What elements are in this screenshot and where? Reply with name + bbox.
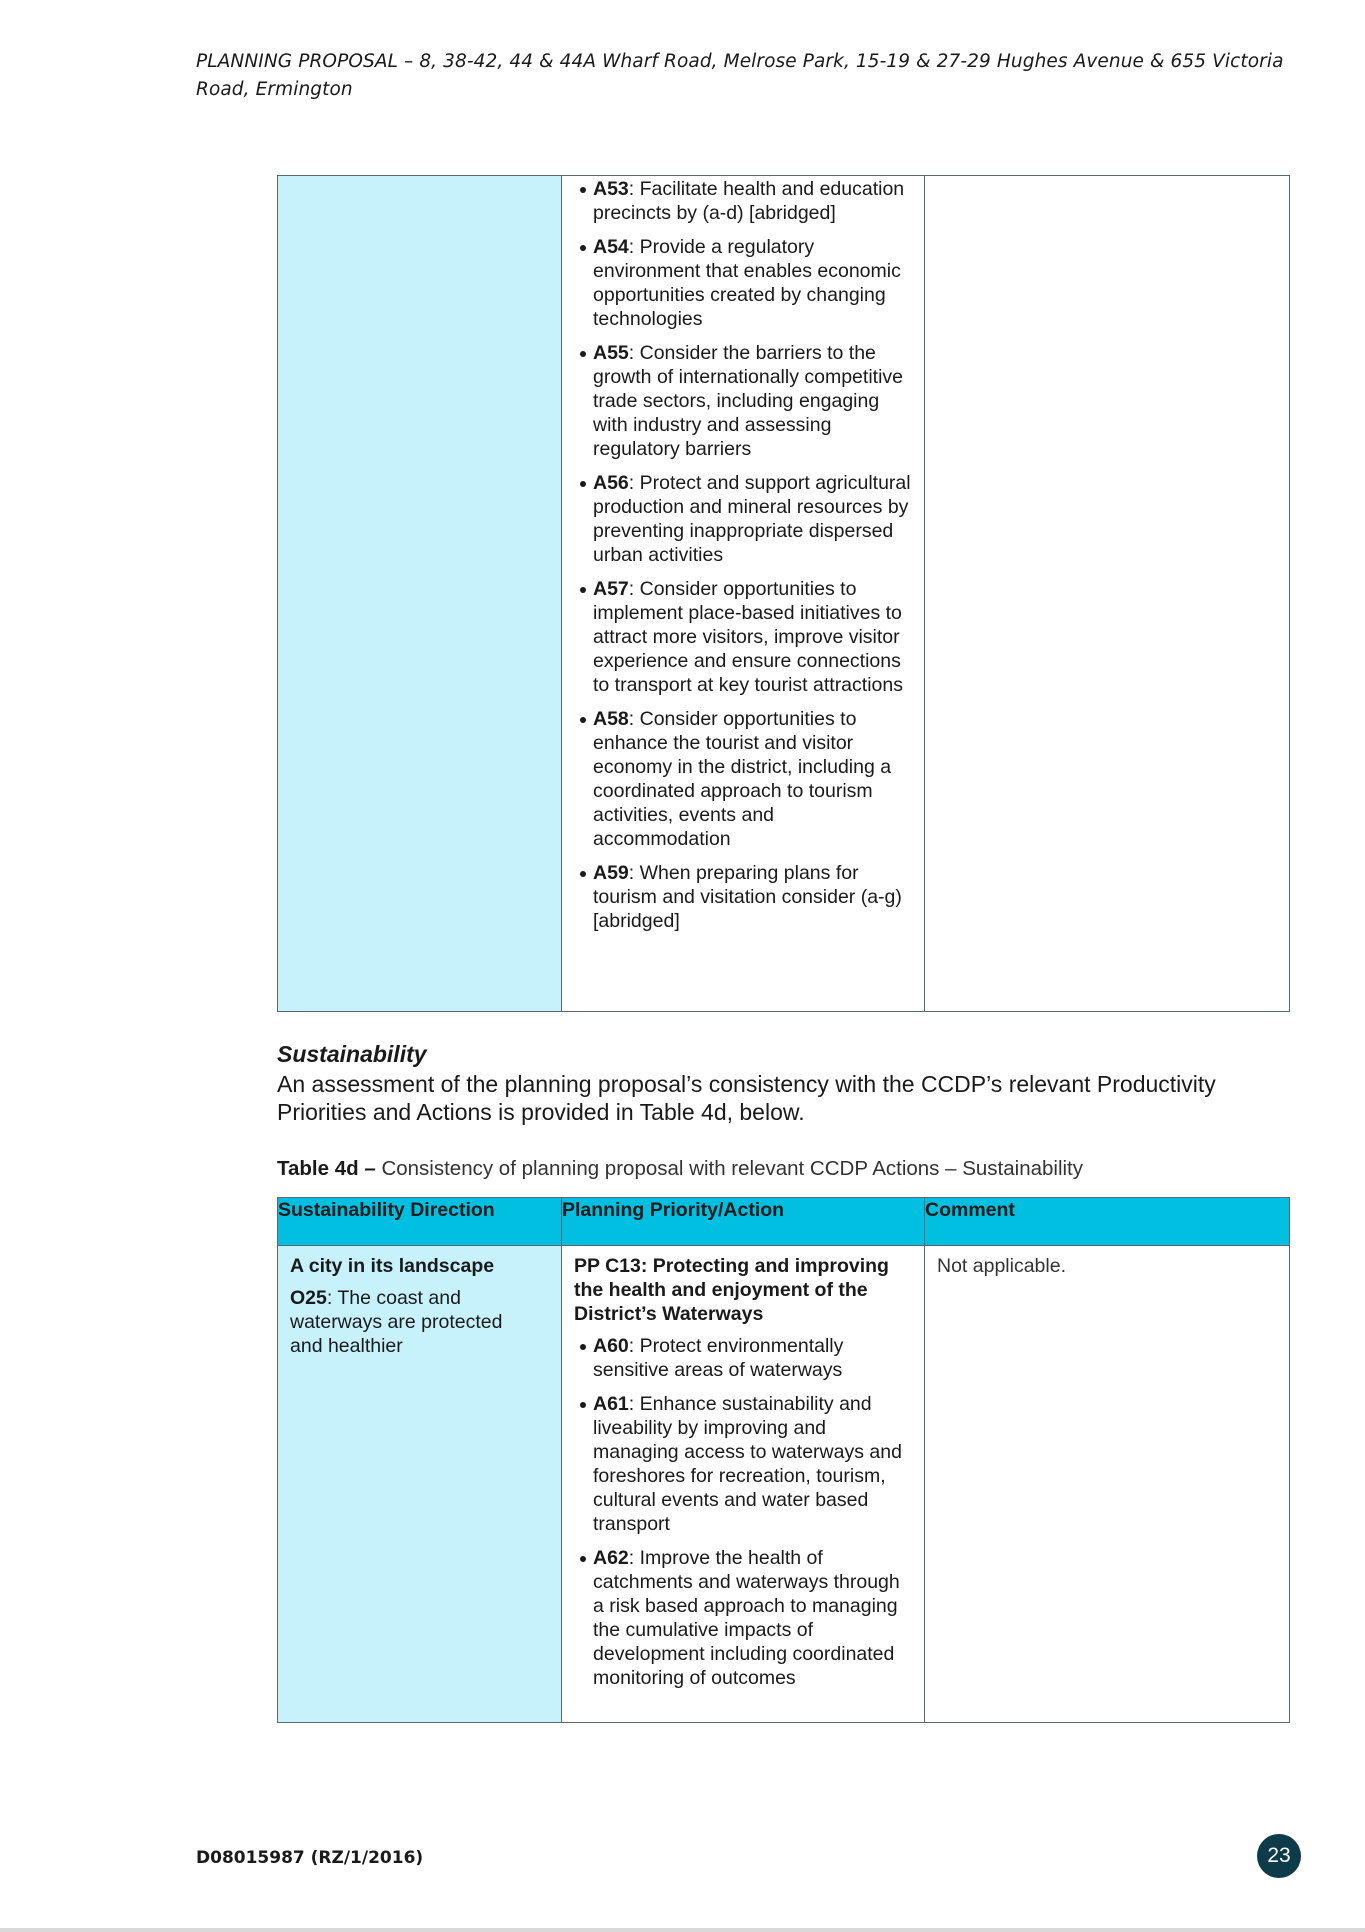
table-header-row [278,1198,1290,1246]
comment-cell [925,1246,1290,1723]
page-edge [0,1928,1365,1932]
action-code: A60 [593,1335,629,1357]
caption-text: Consistency of planning proposal with relevant CCDP Actions – Sustainability [381,1157,1084,1180]
comment-cell-empty [925,176,1290,1012]
list-item [562,177,924,225]
action-text: : Improve the health of catchments and waterways through a risk based approach to managing the cumulative impacts of development including coordinated monitoring of outcomes [593,1547,900,1689]
priority-cell [562,1246,925,1723]
action-code: A61 [593,1393,629,1415]
list-item [562,577,924,697]
direction-cell-empty [278,176,562,1012]
objective-text: : The coast and waterways are protected and healthier [290,1287,503,1357]
action-code: A55 [593,342,629,364]
actions-cell [562,176,925,1012]
action-code: A57 [593,578,629,600]
list-item [562,471,924,567]
action-text: : Protect and support agricultural production and mineral resources by preventing inappropriate dispersed urban activities [593,472,911,566]
list-item [562,235,924,331]
action-text: : Consider the barriers to the growth of internationally competitive trade sectors, including engaging with industry and assessing regulatory barriers [593,342,903,460]
action-text: : Consider opportunities to implement place-based initiatives to attract more visitors, improve visitor experience and ensure connections to transport at key tourist attractions [593,578,903,696]
actions-list [562,177,924,933]
page-number: 23 [1257,1834,1301,1878]
page-header: PLANNING PROPOSAL – 8, 38-42, 44 & 44A Wharf Road, Melrose Park, 15-19 & 27-29 Hughes Avenue & 655 Victoria Road, Ermington [196,51,1284,100]
header-sustainability-direction: Sustainability Direction [278,1198,562,1246]
header-planning-priority: Planning Priority/Action [562,1198,925,1246]
objective-code: O25 [290,1287,327,1309]
direction-title: A city in its landscape [290,1255,495,1277]
action-text: : Protect environmentally sensitive areas of waterways [593,1335,844,1381]
list-item [562,1392,924,1536]
priority-title: PP C13: Protecting and improving the health and enjoyment of the District’s Waterways [574,1255,889,1325]
actions-list [562,1334,924,1690]
comment-text: Not applicable. [937,1255,1066,1277]
section-paragraph: An assessment of the planning proposal’s consistency with the CCDP’s relevant Productivity Priorities and Actions is provided in Table 4d, below. [277,1071,1216,1125]
action-text: : When preparing plans for tourism and visitation consider (a-g) [abridged] [593,862,902,932]
action-text: : Enhance sustainability and liveability by improving and managing access to waterways and foreshores for recreation, tourism, cultural events and water based transport [593,1393,902,1535]
list-item [562,861,924,933]
action-text: : Facilitate health and education precincts by (a-d) [abridged] [593,178,905,224]
header-comment: Comment [925,1198,1290,1246]
table-4c-continued [277,175,1290,1012]
list-item [562,1546,924,1690]
list-item [562,341,924,461]
caption-label: Table 4d – [277,1157,376,1180]
section-title: Sustainability [277,1041,427,1067]
table-caption [277,1157,1083,1181]
direction-cell [278,1246,562,1723]
action-text: : Provide a regulatory environment that enables economic opportunities created by changing technologies [593,236,901,330]
table-4d [277,1197,1290,1723]
action-code: A62 [593,1547,629,1569]
objective [290,1286,551,1358]
action-code: A59 [593,862,629,884]
action-code: A53 [593,178,629,200]
action-code: A54 [593,236,629,258]
list-item [562,707,924,851]
action-code: A56 [593,472,629,494]
list-item [562,1334,924,1382]
action-code: A58 [593,708,629,730]
action-text: : Consider opportunities to enhance the tourist and visitor economy in the district, including a coordinated approach to tourism activities, events and accommodation [593,708,892,850]
document-reference: D08015987 (RZ/1/2016) [196,1848,424,1868]
table-row [278,1246,1290,1723]
